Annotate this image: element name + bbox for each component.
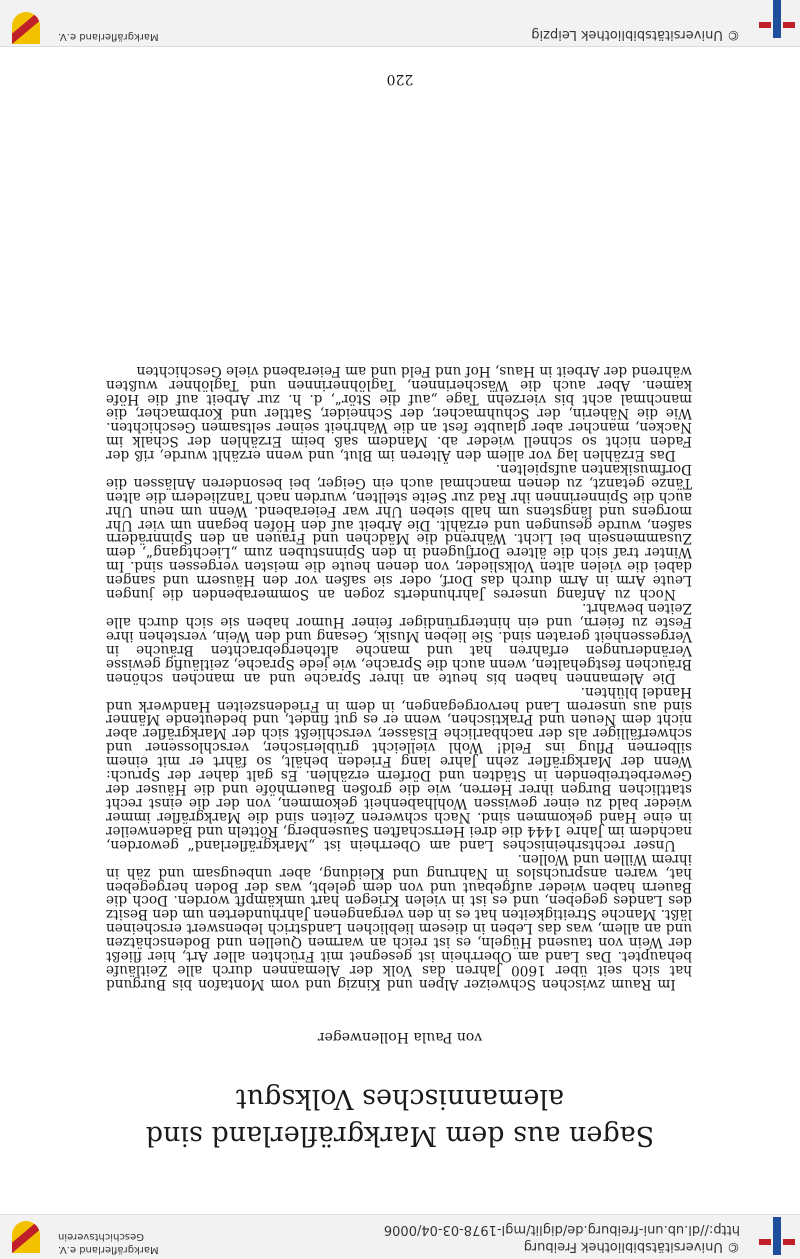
copyright-text: © Universitätsbibliothek Freiburg: [523, 1239, 740, 1254]
footer-copyright-text: © Universitätsbibliothek Leipzig: [531, 27, 740, 42]
source-url-link[interactable]: http://dl.ub.uni-freiburg.de/diglit/mgl-1978-03-04/0006: [383, 1222, 740, 1237]
body-paragraph: Das Erzählen lag vor allem den Älteren im Blut, und wenn erzählt wurde, riß der Faden nicht so schnell wieder ab. Mandem saß beim Erzählen der Schalk im Nacken, mancher aber glaubte fest an die Wahrheit seiner seltsamen Geschichten. Wie die Näherin, der Schuhmacher, der Schneider, Sattler und Korbmacher, die manchmal acht bis vierzehn Tage „auf die Stör“, d. h. zur Arbeit auf die Höfe kamen. Aber auch die Wäscherinnen, Taglöhnerinnen und Taglöhner wußten während der Arbeit in Haus, Hof und Feld und am Feierabend viele Geschichten: [106, 363, 692, 463]
body-paragraph: Im Raum zwischen Schweizer Alpen und Kinzig und vom Montafon bis Burgund hat sich seit über 1600 Jahren das Volk der Alemannen durch alle Zeitläufe behauptet. Das Land am Oberrhein ist gesegnet mit Früchten aller Art, hier fließt der Wein von tausend Hügeln, es ist reich an warmen Quellen und Bodenschätzen und an allem, was das Leben in diesem lieblichen Landstrich lebenswert erscheinen läßt. Manche Streitigkeiten hat es in den vergangenen Jahrhunderten um den Besitz des Landes gegeben, und es ist in vielen Kriegen hart umkämpft worden. Doch die Bauern haben wieder aufgebaut und von dem gelebt, was der Boden hergegeben hat, waren anspruchslos in Nahrung und Kleidung, aber unbeugsam und zäh in ihrem Willen und Wollen.: [106, 850, 692, 992]
ub-logo-icon: [759, 0, 795, 38]
article-title-line2: alemannisches Volksgut: [235, 1083, 565, 1114]
coat-of-arms-icon: [12, 12, 40, 44]
author-line: von Paula Hollenweger: [317, 1029, 483, 1045]
body-paragraph: Die Alemannen haben bis heute an ihrer Sprache und an manchen schönen Bräuchen festgehalten, wenn auch die Sprache, wie jede Sprache, zeitläufig gewisse Veränderungen erfahren hat und manche altehergebrachten Bräuche in Vergessenheit geraten sind. Sie lieben Musik, Gesang und den Wein, verstehen ihre Feste zu feiern, und ein hintergründiger feiner Humor haben sie sich durch alle Zeiten bewahrt.: [106, 600, 692, 686]
page-number: 220: [386, 71, 414, 87]
viewer-header-bar: [0, 1214, 800, 1259]
society-name-line2: Geschichtsverein: [58, 1231, 144, 1242]
article-body: [106, 364, 692, 990]
ub-logo-icon: [759, 1215, 795, 1255]
article-title-line1: Sagen aus dem Markgräflerland sind: [145, 1120, 655, 1151]
footer-society-name: Markgräflerland e.V.: [58, 31, 159, 42]
body-paragraph: Noch zu Anfang unseres Jahrhunderts zogen an Sommerabenden die jungen Leute Arm in Arm durch das Dorf, oder sie saßen vor den Häusern und sangen dabei die vielen alten Volkslieder, von denen heute die meisten vergessen sind. Im Winter traf sich die ältere Dorfjugend in den Spinnstuben zum „Liechtgang“, dem Zusammensein bei Licht. Während die Mädchen und Frauen an den Spinnrädern saßen, wurde gesungen und erzählt. Die Arbeit auf den Höfen begann um vier Uhr morgens und längstens um halb sieben Uhr war Feierabend. Wenn um neun Uhr auch die Spinnerinnen ihr Rad zur Seite stellten, wurden nach Tanzliedern die alten Tänze getanzt, zu denen manchmal auch ein Geiger, bei besonderen Anlässen die Dorfmusikanten aufspielten.: [106, 460, 692, 603]
coat-of-arms-icon: [12, 1221, 40, 1253]
body-paragraph: Unser rechtsrheinisches Land am Oberrhein ist „Markgräflerland“ geworden, nachdem im Jahre 1444 die drei Herrschaften Sausenberg, Rötteln und Badenweiler in eine Hand gekommen sind. Nach schweren Zeiten sind die Markgräfler immer wieder bald zu einer gewissen Wohlhabenheit gekommen, von der die einst recht stattlichen Burgen ihrer Herren, wie die großen Bauernhöfe und die Häuser der Gewerbetreibenden in Städten und Dörfern erzählen. Es galt daher der Spruch: Wenn der Markgräfler zehn Jahre lang Frieden behält, so fährt er mit einem silbernen Pflug ins Feld! Wohl vielleicht grüblerischer, verschlossener und schwerfälliger als der nachbarliche Elsässer, verschließt sich der Markgräfler aber nicht dem Neuen und Praktischen, wenn er es gut findet, und bedeutende Männer sind aus unserem Land hervorgegangen, in dem in Friedenszeiten Handwerk und Handel blühten.: [106, 683, 692, 853]
viewer-footer-bar: [0, 0, 800, 47]
society-name-line1: Markgräflerland e.V.: [58, 1244, 159, 1255]
